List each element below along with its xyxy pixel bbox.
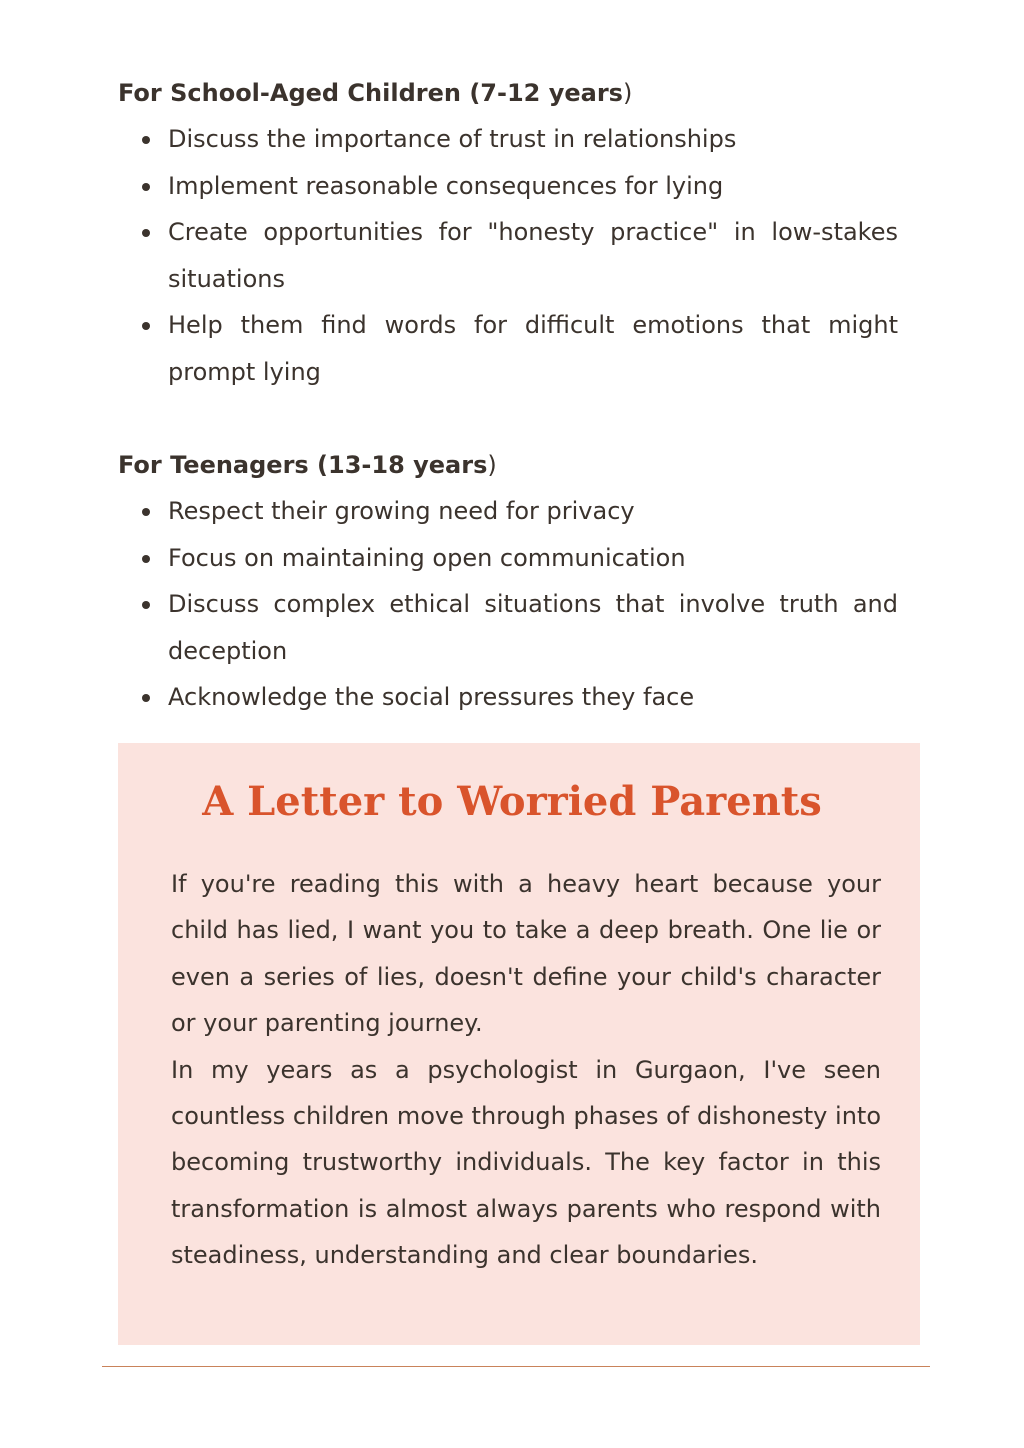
list-item: Discuss the importance of trust in relationships: [118, 116, 898, 163]
teenagers-section: [118, 442, 898, 721]
list-item: Help them find words for difficult emotions that might prompt lying: [118, 302, 898, 395]
teenagers-heading-text: For Teenagers (13-18 years: [118, 451, 488, 479]
letter-paragraph: In my years as a psychologist in Gurgaon, I've seen countless children move through phases of dishonesty into becoming trustworthy individuals. The key factor in this transformation is almost always parents who respond with steadiness, understanding and clear boundaries.: [171, 1055, 881, 1270]
school-aged-section: [118, 70, 898, 395]
letter-body: [171, 861, 881, 1279]
school-aged-heading-close: ): [622, 79, 633, 107]
school-aged-list: [118, 116, 898, 395]
list-item: Focus on maintaining open communication: [118, 535, 898, 582]
school-aged-heading: [118, 70, 898, 116]
list-item: Respect their growing need for privacy: [118, 488, 898, 535]
list-item: Acknowledge the social pressures they face: [118, 674, 898, 721]
school-aged-heading-text: For School-Aged Children (7-12 years: [118, 79, 623, 107]
teenagers-heading-close: ): [487, 451, 497, 479]
teenagers-heading: [118, 442, 898, 488]
letter-title: A Letter to Worried Parents: [202, 778, 822, 825]
footer-divider: [102, 1366, 930, 1367]
teenagers-list: [118, 488, 898, 721]
list-item: Implement reasonable consequences for lying: [118, 163, 898, 210]
letter-paragraph: If you're reading this with a heavy heart because your child has lied, I want you to take a deep breath. One lie or even a series of lies, doesn't define your child's character or your parenting journey.: [171, 870, 881, 1038]
list-item: Discuss complex ethical situations that involve truth and deception: [118, 581, 898, 674]
list-item: Create opportunities for "honesty practice" in low-stakes situations: [118, 209, 898, 302]
